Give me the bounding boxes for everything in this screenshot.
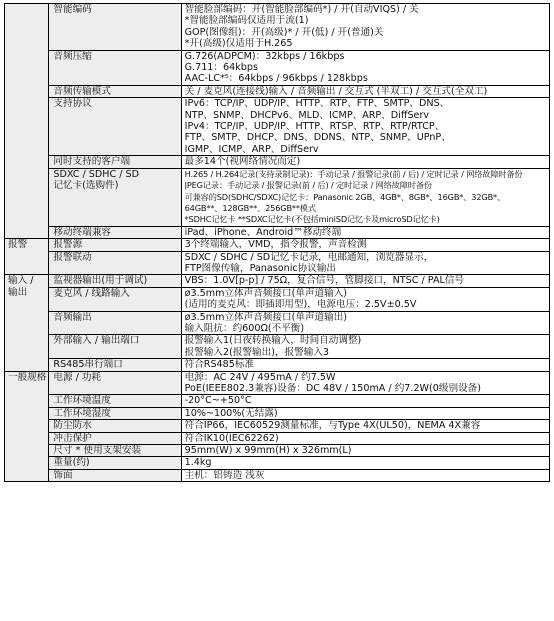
spec-value-line: 电源：AC 24V / 495mA / 约7.5W (184, 371, 336, 383)
spec-value-cell (181, 407, 549, 419)
spec-row (5, 395, 550, 407)
spec-value-cell (181, 359, 549, 371)
spec-label-cell (49, 420, 181, 432)
spec-label-cell (49, 226, 181, 238)
spec-value-line: 1.4kg (184, 457, 212, 469)
spec-label: 智能编码 (53, 4, 92, 15)
spec-row (5, 407, 550, 419)
spec-value-cell (181, 168, 549, 226)
spec-value-cell (181, 420, 549, 432)
spec-label: 报警源 (53, 239, 83, 251)
spec-label: 移动终端兼容 (53, 226, 111, 238)
spec-label-cell (49, 239, 181, 251)
spec-label: 监视器输出(用于调试) (53, 275, 148, 287)
spec-row (5, 432, 550, 444)
spec-label-cell (49, 4, 181, 51)
spec-value-line: FTP图像传输，Panasonic协议输出 (184, 262, 337, 274)
spec-value-cell (181, 395, 549, 407)
spec-value-line: ø3.5mm立体声音频接口(单声道输出) (184, 311, 348, 323)
spec-label-cell (49, 335, 181, 359)
spec-value-line: *SDHC记忆卡 **SDXC记忆卡(不包括miniSD记忆卡及microSD记忆卡) (184, 214, 440, 225)
spec-value-line: 10%~100%(无结露) (184, 407, 278, 419)
spec-value-line: *开(高级)仅适用于H.265 (184, 38, 293, 50)
spec-value-line: G.726(ADPCM)：32kbps / 16kbps (184, 50, 345, 62)
spec-value-line: H.265 / H.264记录(支持录制记录)：手动记录 / 报警记录(前 / 后) / 定时记录 / 网络故障时备份 (184, 168, 523, 179)
spec-label: 饰面 (53, 469, 73, 481)
spec-table (4, 3, 550, 482)
spec-value-cell (181, 251, 549, 275)
spec-value-line: 最多14个(视网络情况而定) (184, 156, 301, 168)
spec-row (5, 420, 550, 432)
section-cell (5, 239, 49, 275)
spec-value-line: ø3.5mm立体声音频接口(单声道输入) (184, 287, 348, 299)
spec-row (5, 335, 550, 359)
spec-label: 防尘防水 (53, 420, 92, 432)
spec-label-cell (49, 98, 181, 156)
spec-value-line: *智能脸部编码仅适用于流(1) (184, 15, 309, 27)
spec-row (5, 156, 550, 168)
spec-label-cell (49, 432, 181, 444)
section-label: 一般规格 (8, 371, 47, 383)
spec-row (5, 445, 550, 457)
spec-value-line: 报警输入2(报警输出)，报警输入3 (184, 346, 330, 358)
section-label: 输入 / (8, 275, 34, 287)
spec-label-cell (49, 311, 181, 335)
spec-value-line: 64GB**、128GB**、256GB**模式 (184, 202, 316, 213)
spec-label-cell (49, 275, 181, 287)
spec-value-line: NTP、SNMP、DHCPv6、MLD、ICMP、ARP、DiffServ (184, 109, 430, 121)
spec-row (5, 239, 550, 251)
section-cell (5, 4, 49, 239)
spec-value-line: 95mm(W) x 99mm(H) x 326mm(L) (184, 445, 352, 457)
spec-label: 冲击保护 (53, 432, 92, 444)
spec-value-line: 输入阻抗：约600Ω(不平衡) (184, 322, 305, 334)
spec-row (5, 469, 550, 481)
section-label: 输出 (8, 286, 28, 298)
spec-value-cell (181, 287, 549, 311)
spec-label: 记忆卡(选购件) (53, 180, 119, 192)
spec-label: SDXC / SDHC / SD (53, 168, 139, 180)
spec-label-cell (49, 156, 181, 168)
spec-value-cell (181, 335, 549, 359)
spec-label-cell (49, 407, 181, 419)
spec-table-body (5, 4, 550, 482)
spec-label-cell (49, 85, 181, 97)
spec-row (5, 371, 550, 395)
spec-value-line: (适用的麦克风：即插即用型)，电源电压：2.5V±0.5V (184, 299, 417, 311)
spec-value-cell (181, 457, 549, 469)
spec-label-cell (49, 287, 181, 311)
spec-row (5, 168, 550, 226)
spec-row (5, 457, 550, 469)
spec-label-cell (49, 371, 181, 395)
spec-value-line: 报警输入1(日夜转换输入，时间自动调整) (184, 335, 362, 347)
spec-row (5, 311, 550, 335)
spec-label: 电源 / 功耗 (53, 371, 102, 383)
spec-row (5, 275, 550, 287)
spec-value-cell (181, 445, 549, 457)
spec-value-cell (181, 311, 549, 335)
spec-label: 支持协议 (53, 98, 92, 110)
section-label: 报警 (8, 239, 28, 251)
spec-label: 音频压缩 (53, 50, 92, 62)
spec-label: 尺寸 * 使用支架安装 (53, 445, 142, 457)
spec-value-line: PoE(IEEE802.3兼容)设备：DC 48V / 150mA / 约7.2W(0级别设备) (184, 383, 482, 394)
spec-value-line: JPEG记录：手动记录 / 报警记录(前 / 后) / 定时记录 / 网络故障时备份 (184, 180, 432, 191)
spec-value-line: 可兼容的SD(SDHC/SDXC)记忆卡：Panasonic 2GB、4GB*、8GB*、16GB*、32GB*、 (184, 191, 506, 202)
spec-value-cell (181, 371, 549, 395)
spec-label: RS485串行端口 (53, 359, 123, 371)
spec-row (5, 287, 550, 311)
section-cell (5, 371, 49, 482)
spec-label: 重量(约) (53, 457, 90, 469)
spec-label: 外部输入 / 输出端口 (53, 335, 140, 347)
spec-label: 音频传输模式 (53, 85, 111, 97)
spec-value-cell (181, 469, 549, 481)
spec-row (5, 98, 550, 156)
spec-row (5, 85, 550, 97)
spec-label-cell (49, 457, 181, 469)
spec-value-line: GOP(图像组)：开(高级)* / 开(低) / 开(普通)关 (184, 26, 384, 38)
spec-label: 工作环境湿度 (53, 407, 111, 419)
spec-label-cell (49, 251, 181, 275)
spec-value-line: SDXC / SDHC / SD记忆卡记录，电邮通知，浏览器显示， (184, 251, 434, 263)
spec-label: 麦克风 / 线路输入 (53, 287, 130, 299)
spec-value-cell (181, 239, 549, 251)
spec-row (5, 4, 550, 51)
spec-value-cell (181, 156, 549, 168)
spec-label-cell (49, 395, 181, 407)
spec-value-cell (181, 85, 549, 97)
spec-label: 工作环境温度 (53, 395, 111, 407)
spec-row (5, 50, 550, 85)
spec-row (5, 226, 550, 238)
spec-value-line: iPad、iPhone、Android™移动终端 (184, 226, 342, 238)
spec-row (5, 359, 550, 371)
spec-value-line: AAC-LC*⁵：64kbps / 96kbps / 128kbps (184, 73, 368, 85)
spec-label-cell (49, 168, 181, 226)
spec-value-cell (181, 4, 549, 51)
spec-label-cell (49, 445, 181, 457)
spec-value-line: 符合RS485标准 (184, 359, 255, 371)
spec-value-cell (181, 432, 549, 444)
spec-value-line: IPv4：TCP/IP、UDP/IP、HTTP、RTSP、RTP、RTP/RTCP、 (184, 121, 445, 133)
spec-value-line: 符合IP66，IEC60529测量标准，与Type 4X(UL50)，NEMA 4X兼容 (184, 420, 481, 432)
spec-label: 报警联动 (53, 251, 92, 263)
spec-label-cell (49, 359, 181, 371)
spec-label-cell (49, 50, 181, 85)
spec-row (5, 251, 550, 275)
spec-value-line: IGMP、ICMP、ARP、DiffServ (184, 143, 319, 155)
section-cell (5, 275, 49, 371)
spec-label-cell (49, 469, 181, 481)
spec-value-line: G.711：64kbps (184, 62, 258, 74)
spec-value-line: 符合IK10(IEC62262) (184, 432, 279, 444)
spec-label: 同时支持的客户端 (53, 156, 131, 168)
spec-value-cell (181, 275, 549, 287)
spec-value-line: 智能脸部编码：开(智能脸部编码*) / 开(自动VIQS) / 关 (184, 4, 419, 15)
spec-value-line: FTP、SMTP、DHCP、DNS、DDNS、NTP、SNMP、UPnP、 (184, 132, 451, 144)
spec-value-line: -20°C~+50°C (184, 395, 252, 407)
spec-value-cell (181, 226, 549, 238)
spec-value-cell (181, 98, 549, 156)
spec-value-line: VBS：1.0V[p-p] / 75Ω，复合信号，管脚接口，NTSC / PAL信号 (184, 275, 465, 287)
spec-value-line: 3个终端输入，VMD，指令报警，声音检测 (184, 239, 367, 251)
spec-value-line: 关 / 麦克风(连接线)输入 / 音频输出 / 交互式 (半双工) / 交互式(全双工) (184, 85, 488, 97)
spec-value-line: 主机：铝铸造 浅灰 (184, 469, 265, 481)
spec-value-line: IPv6：TCP/IP、UDP/IP、HTTP、RTP、FTP、SMTP、DNS、 (184, 98, 450, 110)
spec-label: 音频输出 (53, 311, 92, 323)
spec-value-cell (181, 50, 549, 85)
